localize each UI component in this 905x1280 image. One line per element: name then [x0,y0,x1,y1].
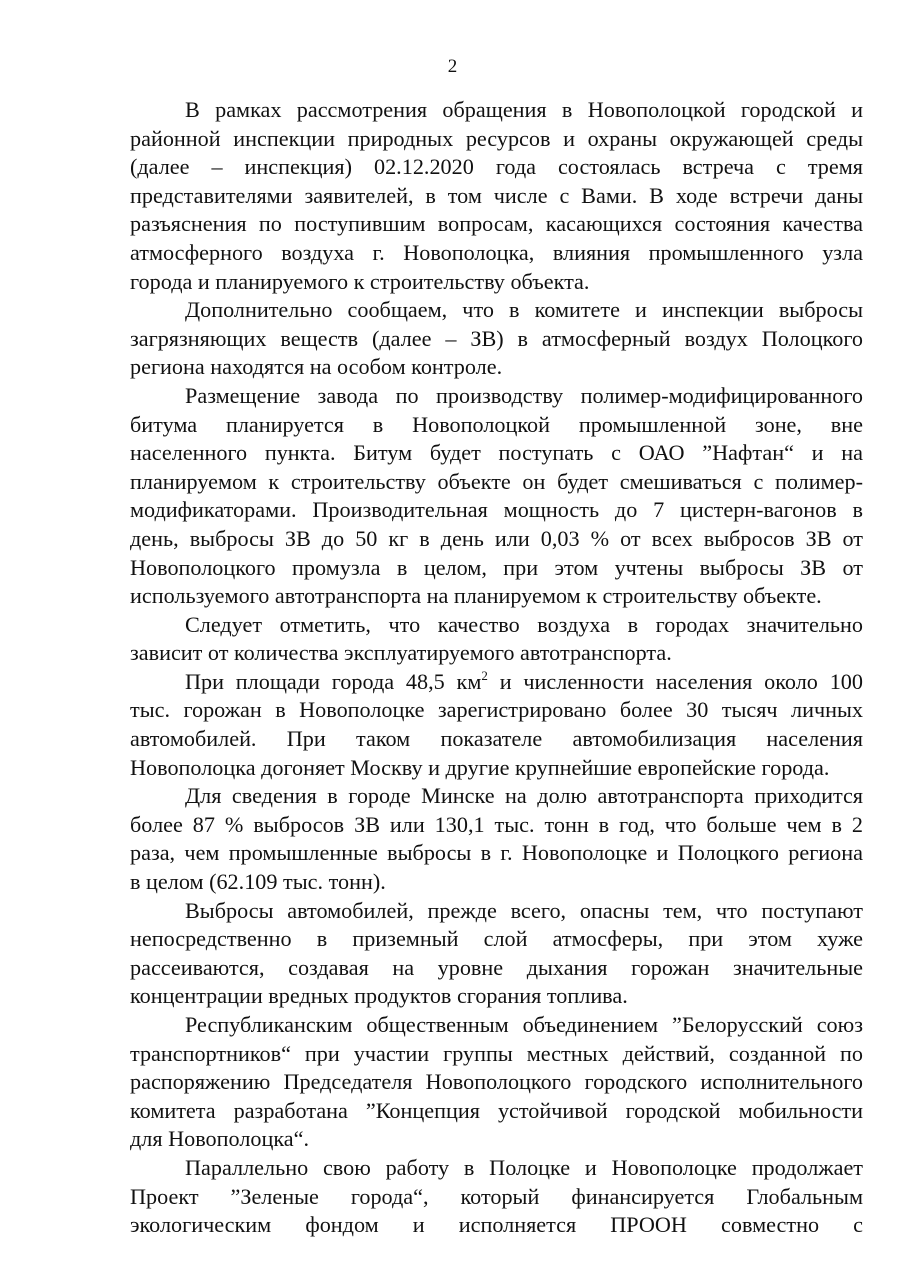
text-line: атмосферного воздуха г. Новополоцка, влияния промышленного узла [130,239,863,265]
text-fragment: и численности населения около 100 [487,668,863,694]
text-line: экологическим фондом и исполняется ПРООН совместно с [130,1212,863,1238]
page-number: 2 [447,56,458,77]
text-line: концентрации вредных продуктов сгорания топлива. [130,983,628,1009]
paragraph-mobility-concept [130,1011,863,1154]
text-line: Параллельно свою работу в Полоцке и Новополоцке продолжает [185,1154,863,1180]
text-line: разъяснения по поступившим вопросам, касающихся состояния качества [130,211,863,237]
text-line: Для сведения в городе Минске на долю автотранспорта приходится [185,783,863,809]
paragraph-meeting [130,96,863,296]
paragraph-bitumen-plant [130,382,863,611]
superscript: 2 [481,667,488,683]
text-line: модификаторами. Производительная мощность до 7 цистерн-вагонов в [130,497,863,523]
text-line: Выбросы автомобилей, прежде всего, опасны тем, что поступают [185,897,863,923]
text-line: загрязняющих веществ (далее – ЗВ) в атмосферный воздух Полоцкого [130,325,863,351]
text-line: (далее – инспекция) 02.12.2020 года состоялась встреча с тремя [130,154,863,180]
text-line: раза, чем промышленные выбросы в г. Новополоцке и Полоцкого региона [130,840,863,866]
text-line: Дополнительно сообщаем, что в комитете и инспекции выбросы [185,297,863,323]
text-line: комитета разработана ”Концепция устойчивой городской мобильности [130,1097,863,1123]
text-line: в целом (62.109 тыс. тонн). [130,869,386,895]
text-fragment: При площади города 48,5 км [185,668,482,694]
text-line: Новополоцкого промузла в целом, при этом учтены выбросы ЗВ от [130,554,863,580]
text-line: распоряжению Председателя Новополоцкого городского исполнительного [130,1069,863,1095]
text-line: автомобилей. При таком показателе автомобилизация населения [130,726,863,752]
text-line: города и планируемого к строительству объекта. [130,268,590,294]
paragraph-green-cities [130,1154,863,1240]
text-line: тыс. горожан в Новополоцке зарегистрировано более 30 тысяч личных [130,697,863,723]
text-line [130,668,863,697]
text-line: используемого автотранспорта на планируемом к строительству объекте. [130,583,822,609]
text-line: рассеиваются, создавая на уровне дыхания горожан значительные [130,954,863,980]
paragraph-air-quality [130,611,863,668]
text-line: транспортников“ при участии группы местных действий, созданной по [130,1040,863,1066]
letter-body [130,96,863,1240]
text-line: день, выбросы ЗВ до 50 кг в день или 0,03 % от всех выбросов ЗВ от [130,525,863,551]
text-line: Проект ”Зеленые города“, который финансируется Глобальным [130,1183,863,1209]
text-line: для Новополоцка“. [130,1126,310,1152]
text-line: непосредственно в приземный слой атмосферы, при этом хуже [130,926,863,952]
text-line: зависит от количества эксплуатируемого автотранспорта. [130,640,672,666]
paragraph-minsk [130,782,863,896]
text-line: Республиканским общественным объединением ”Белорусский союз [185,1012,863,1037]
text-line: районной инспекции природных ресурсов и охраны окружающей среды [130,125,863,151]
text-line: планируемом к строительству объекте он будет смешиваться с полимер- [130,468,863,494]
text-line: В рамках рассмотрения обращения в Новополоцкой городской и [185,97,863,122]
paragraph-control [130,296,863,382]
text-line: Следует отметить, что качество воздуха в городах значительно [185,611,863,637]
text-line: Размещение завода по производству полимер-модифицированного [185,382,863,408]
text-line: населенного пункта. Битум будет поступать с ОАО ”Нафтан“ и на [130,440,863,466]
text-line: битума планируется в Новополоцкой промышленной зоне, вне [130,411,863,437]
paragraph-car-emissions [130,897,863,1011]
text-line: региона находятся на особом контроле. [130,354,503,380]
paragraph-car-ownership [130,668,863,782]
text-line: представителями заявителей, в том числе с Вами. В ходе встречи даны [130,182,863,208]
text-line: более 87 % выбросов ЗВ или 130,1 тыс. тонн в год, что больше чем в 2 [130,811,863,837]
text-line: Новополоцка догоняет Москву и другие крупнейшие европейские города. [130,754,830,780]
